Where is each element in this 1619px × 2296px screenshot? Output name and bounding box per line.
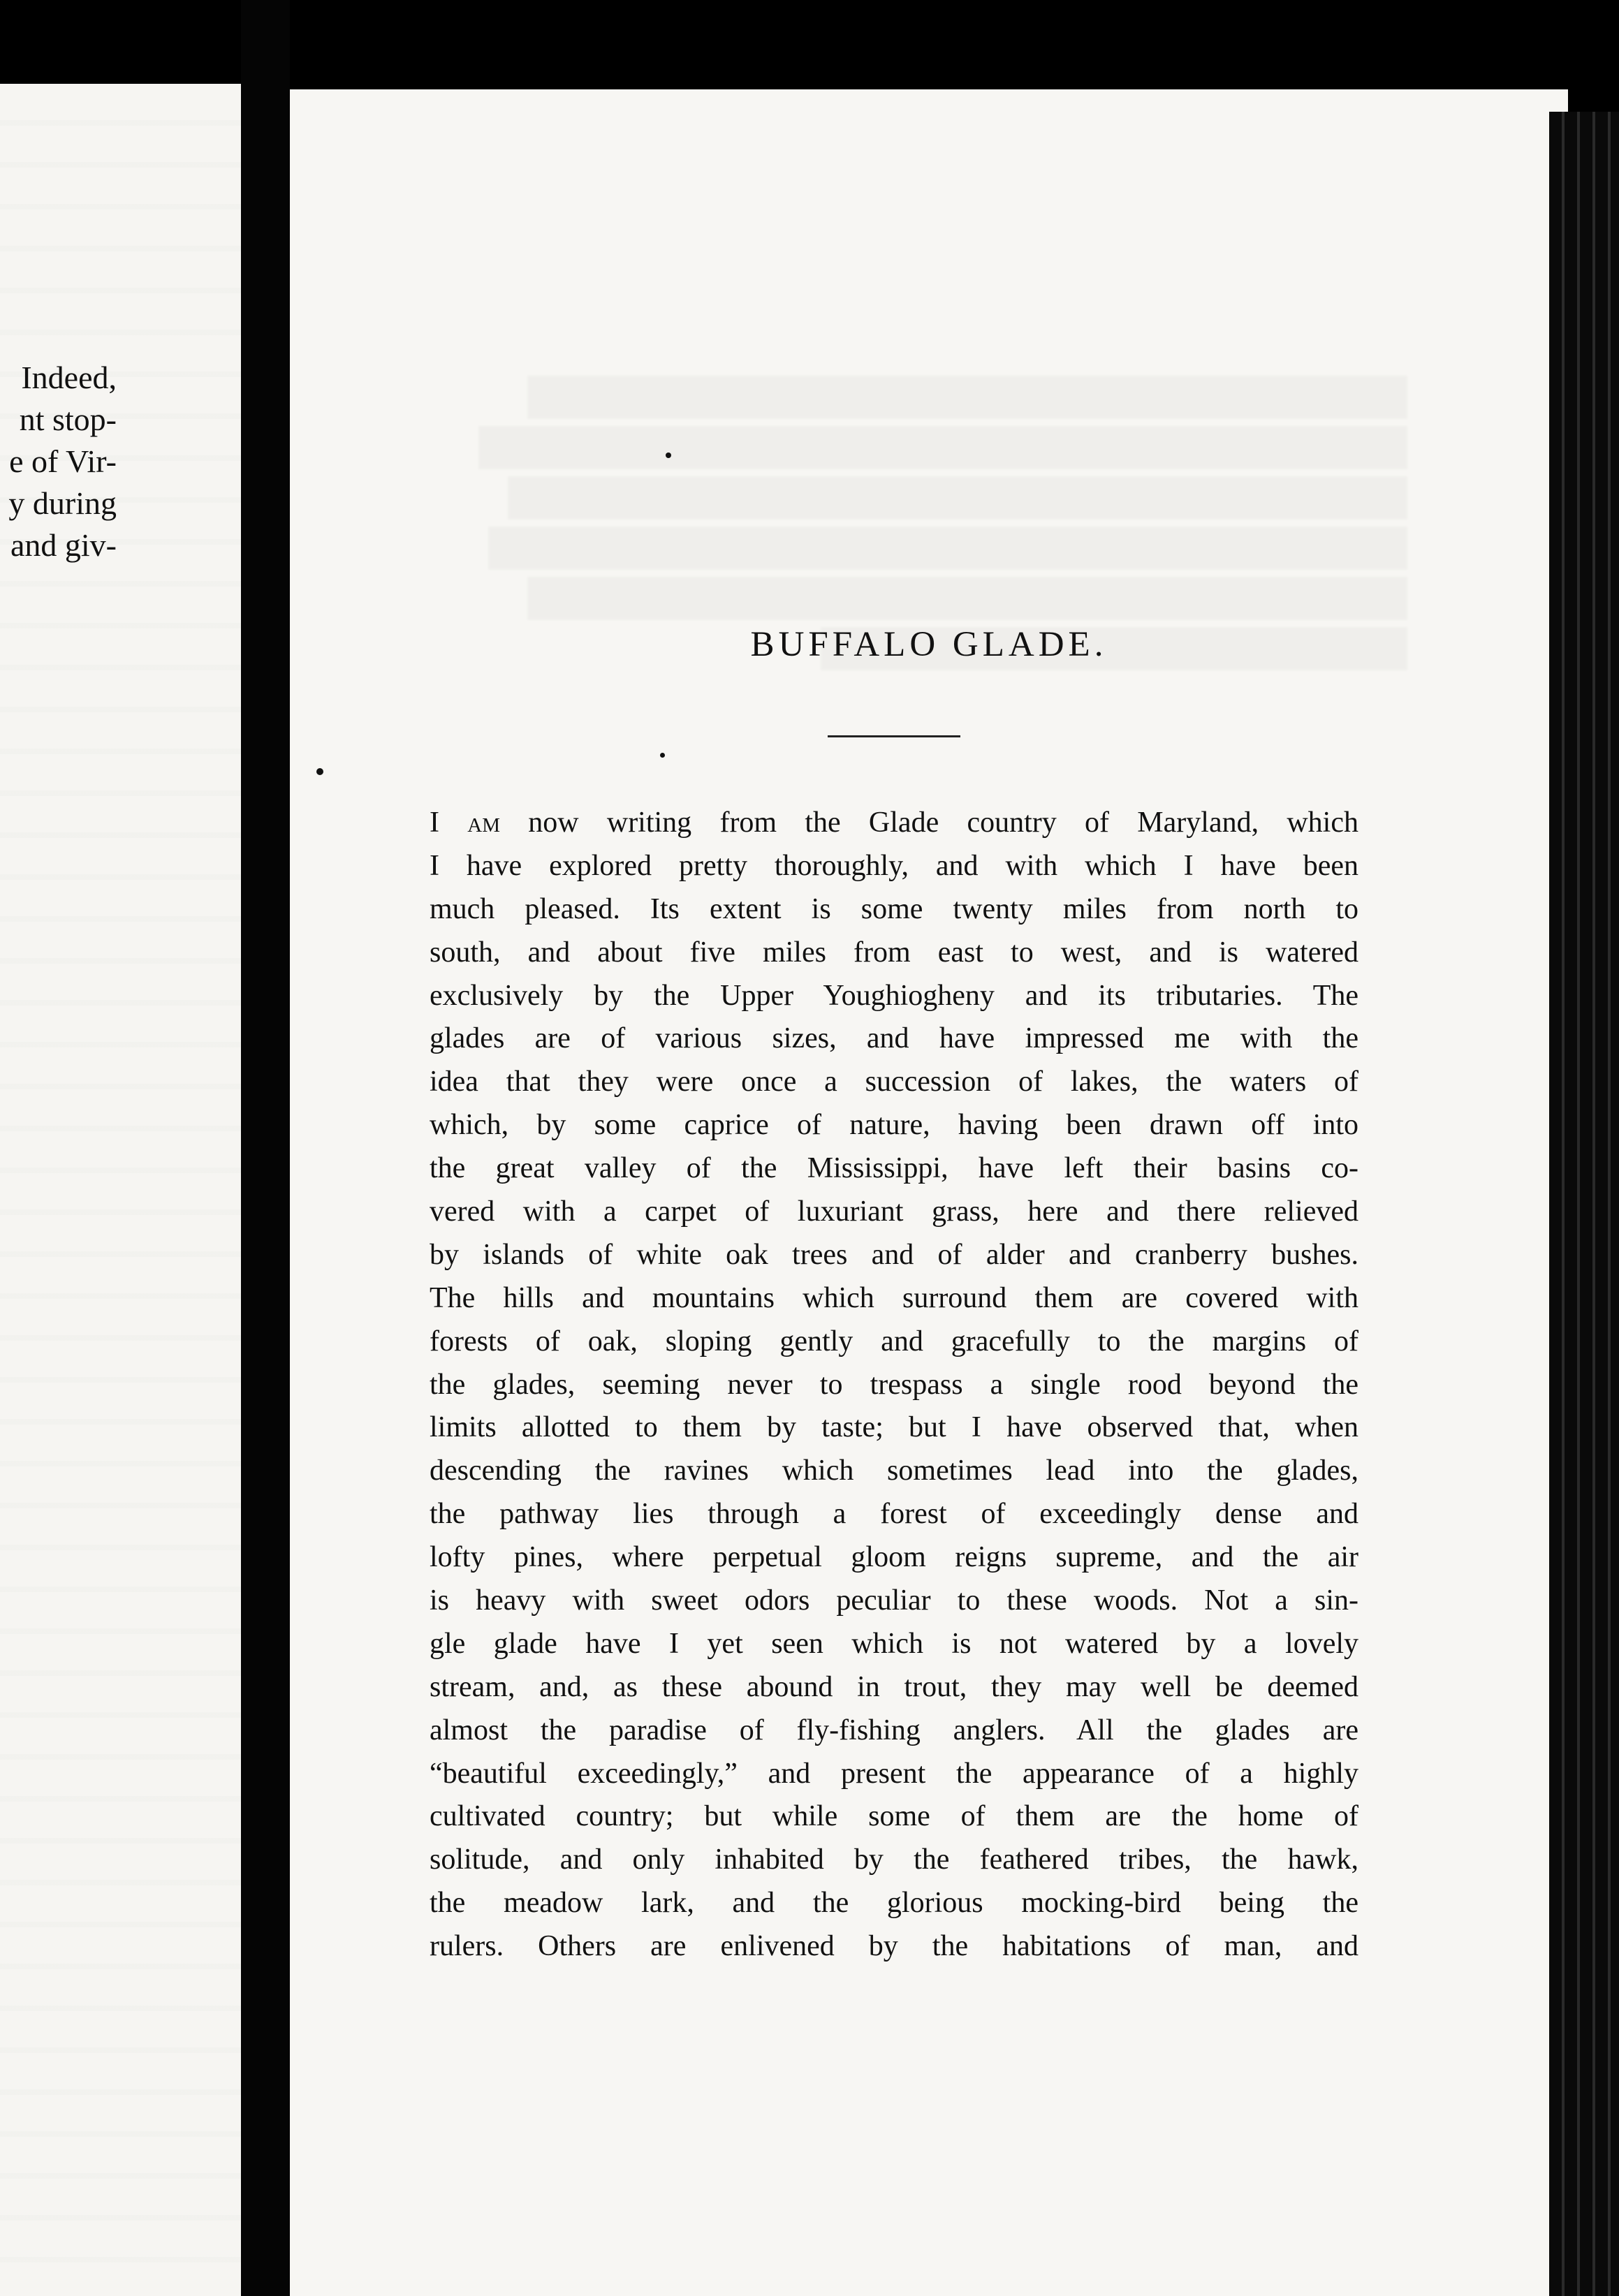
text-line: descending the ravines which sometimes lead into the glades, [430,1455,1358,1487]
text-line: south, and about five miles from east to west, and is watered [430,936,1358,969]
text-line: the glades, seeming never to trespass a single rood beyond the [430,1368,1358,1401]
text-line: forests of oak, sloping gently and gracefully to the margins of [430,1325,1358,1357]
text-line: almost the paradise of fly-fishing anglers. All the glades are [430,1714,1358,1746]
text-line: The hills and mountains which surround them are covered with [430,1281,1358,1314]
text-line: by islands of white oak trees and of alder and cranberry bushes. [430,1238,1358,1271]
left-page-line: and giv- [10,527,117,563]
text-line: the pathway lies through a forest of exceedingly dense and [430,1498,1358,1531]
body-paragraph [430,802,1358,1968]
ink-speck [660,753,665,758]
text-line: I am now writing from the Glade country of Maryland, which [430,807,1358,839]
text-line: rulers. Others are enlivened by the habitations of man, and [430,1930,1358,1963]
main-page [290,89,1568,2296]
book-gutter [241,0,290,2296]
text-line: much pleased. Its extent is some twenty miles from north to [430,892,1358,925]
text-line: idea that they were once a succession of lakes, the waters of [430,1066,1358,1098]
left-page-line: nt stop- [19,402,117,437]
text-line: the great valley of the Mississippi, have left their basins co- [430,1152,1358,1185]
left-page-line: e of Vir- [9,443,117,479]
text-line: stream, and, as these abound in trout, they may well be deemed [430,1670,1358,1703]
text-line: which, by some caprice of nature, having been drawn off into [430,1109,1358,1142]
ink-speck [666,452,671,458]
text-line: is heavy with sweet odors peculiar to these woods. Not a sin- [430,1584,1358,1617]
left-page-line: y during [8,485,117,521]
title-rule [828,735,960,737]
chapter-title: BUFFALO GLADE. [750,625,1108,664]
ink-speck [316,768,323,775]
text-line: exclusively by the Upper Youghiogheny and its tributaries. The [430,979,1358,1012]
previous-page-fragment [0,84,241,2296]
text-line: glades are of various sizes, and have impressed me with the [430,1022,1358,1055]
text-line: lofty pines, where perpetual gloom reigns supreme, and the air [430,1541,1358,1574]
page-edge [1549,112,1619,2296]
text-line: gle glade have I yet seen which is not watered by a lovely [430,1627,1358,1660]
left-page-line: Indeed, [21,360,117,395]
text-line: the meadow lark, and the glorious mocking-bird being the [430,1887,1358,1920]
text-line: vered with a carpet of luxuriant grass, here and there relieved [430,1195,1358,1228]
text-line: solitude, and only inhabited by the feathered tribes, the hawk, [430,1844,1358,1876]
text-line: limits allotted to them by taste; but I have observed that, when [430,1411,1358,1444]
text-line: I have explored pretty thoroughly, and with which I have been [430,849,1358,882]
text-line: cultivated country; but while some of them are the home of [430,1800,1358,1833]
text-line: “beautiful exceedingly,” and present the appearance of a highly [430,1757,1358,1790]
